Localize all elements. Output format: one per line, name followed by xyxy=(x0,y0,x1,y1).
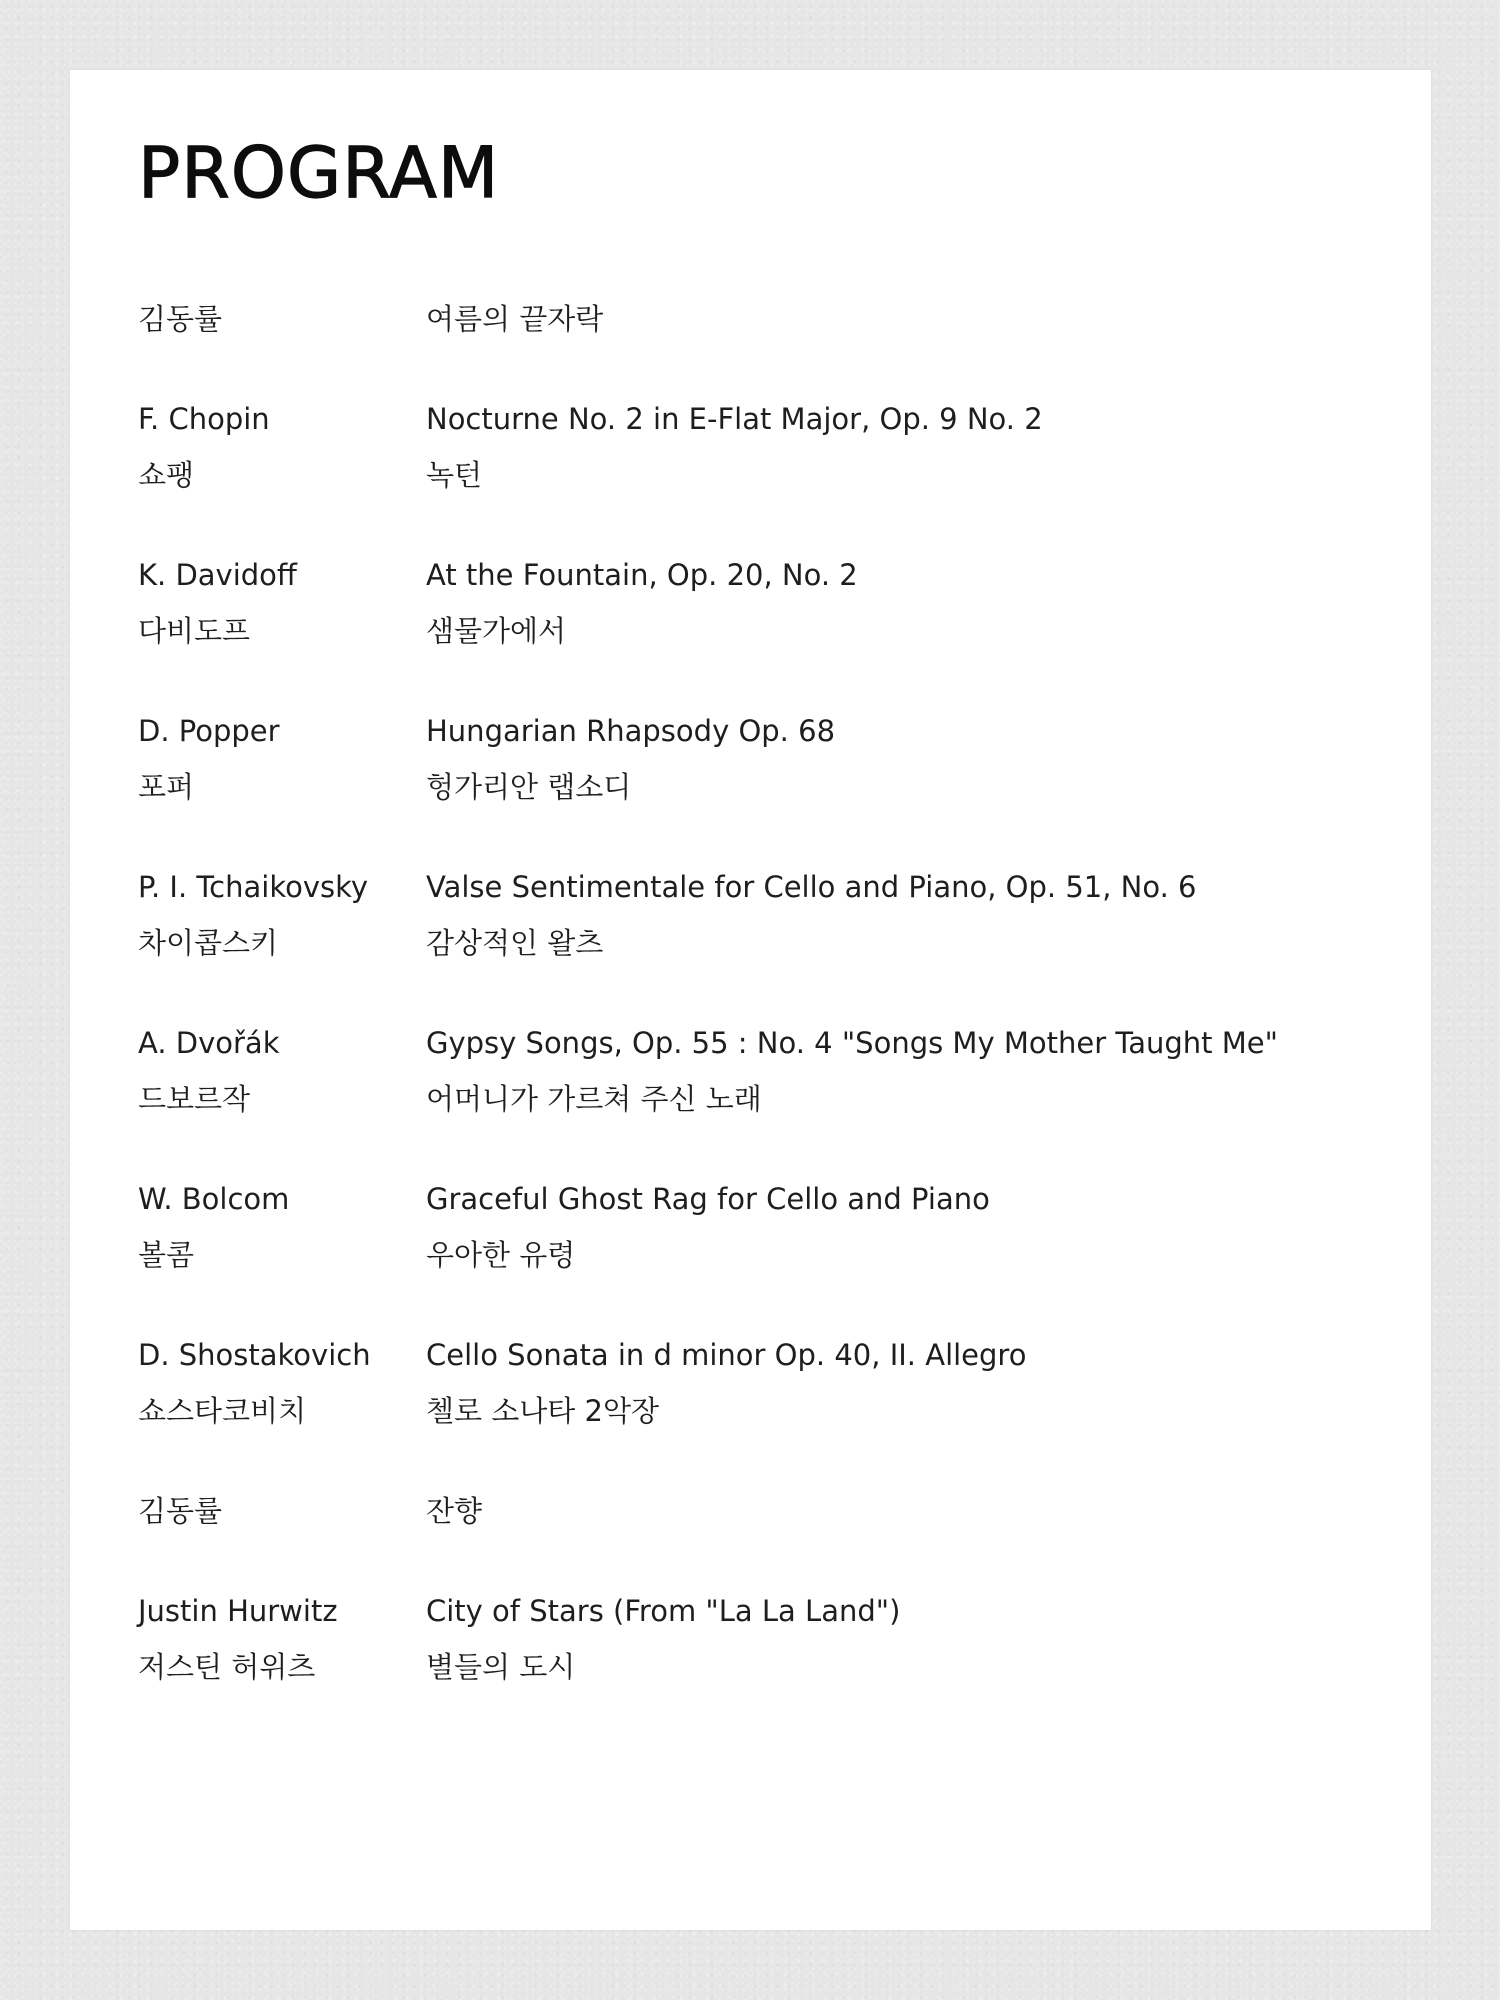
program-entry xyxy=(138,1334,1368,1432)
composer-name-korean: 다비도프 xyxy=(138,614,251,648)
composer-name: D. Shostakovich xyxy=(138,1338,371,1372)
program-entry xyxy=(138,398,1368,496)
program-entry xyxy=(138,1022,1368,1120)
composer-name-korean: 쇼팽 xyxy=(138,458,195,492)
work-title: At the Fountain, Op. 20, No. 2 xyxy=(426,558,858,592)
work-title: City of Stars (From "La La Land") xyxy=(426,1594,901,1628)
composer-name-korean: 쇼스타코비치 xyxy=(138,1394,307,1428)
work-title-korean: 녹턴 xyxy=(426,458,483,492)
composer-name-korean: 볼콤 xyxy=(138,1238,195,1272)
program-entry xyxy=(138,710,1368,808)
work-title-korean: 감상적인 왈츠 xyxy=(426,926,604,960)
work-title-korean: 우아한 유령 xyxy=(426,1238,576,1272)
composer-name: K. Davidoff xyxy=(138,558,297,592)
work-title: Valse Sentimentale for Cello and Piano, Op. 51, No. 6 xyxy=(426,870,1197,904)
work-title-korean: 첼로 소나타 2악장 xyxy=(426,1394,659,1428)
program-entry xyxy=(138,298,1368,340)
program-entry xyxy=(138,1490,1368,1532)
work-title: 여름의 끝자락 xyxy=(426,302,604,336)
composer-name: A. Dvořák xyxy=(138,1026,280,1060)
composer-name: P. I. Tchaikovsky xyxy=(138,870,369,904)
program-entry xyxy=(138,1178,1368,1276)
composer-name-korean: 차이콥스키 xyxy=(138,926,279,960)
composer-name: 김동률 xyxy=(138,302,223,336)
composer-name-korean: 드보르작 xyxy=(138,1082,251,1116)
composer-name: F. Chopin xyxy=(138,402,270,436)
work-title: Gypsy Songs, Op. 55 : No. 4 "Songs My Mother Taught Me" xyxy=(426,1026,1278,1060)
program-sheet xyxy=(70,70,1431,1930)
work-title: Graceful Ghost Rag for Cello and Piano xyxy=(426,1182,990,1216)
program-entry xyxy=(138,554,1368,652)
work-title: Cello Sonata in d minor Op. 40, II. Allegro xyxy=(426,1338,1027,1372)
composer-name: D. Popper xyxy=(138,714,280,748)
composer-name: W. Bolcom xyxy=(138,1182,290,1216)
page-title: PROGRAM xyxy=(138,132,500,214)
work-title: Nocturne No. 2 in E-Flat Major, Op. 9 No. 2 xyxy=(426,402,1043,436)
program-entry xyxy=(138,866,1368,964)
work-title-korean: 샘물가에서 xyxy=(426,614,567,648)
work-title: Hungarian Rhapsody Op. 68 xyxy=(426,714,836,748)
composer-name-korean: 저스틴 허위츠 xyxy=(138,1650,316,1684)
work-title-korean: 별들의 도시 xyxy=(426,1650,576,1684)
composer-name-korean: 포퍼 xyxy=(138,770,195,804)
work-title: 잔향 xyxy=(426,1494,483,1528)
work-title-korean: 헝가리안 랩소디 xyxy=(426,770,632,804)
program-list xyxy=(138,298,1368,1746)
composer-name: Justin Hurwitz xyxy=(138,1594,338,1628)
composer-name: 김동률 xyxy=(138,1494,223,1528)
work-title-korean: 어머니가 가르쳐 주신 노래 xyxy=(426,1082,762,1116)
program-entry xyxy=(138,1590,1368,1688)
